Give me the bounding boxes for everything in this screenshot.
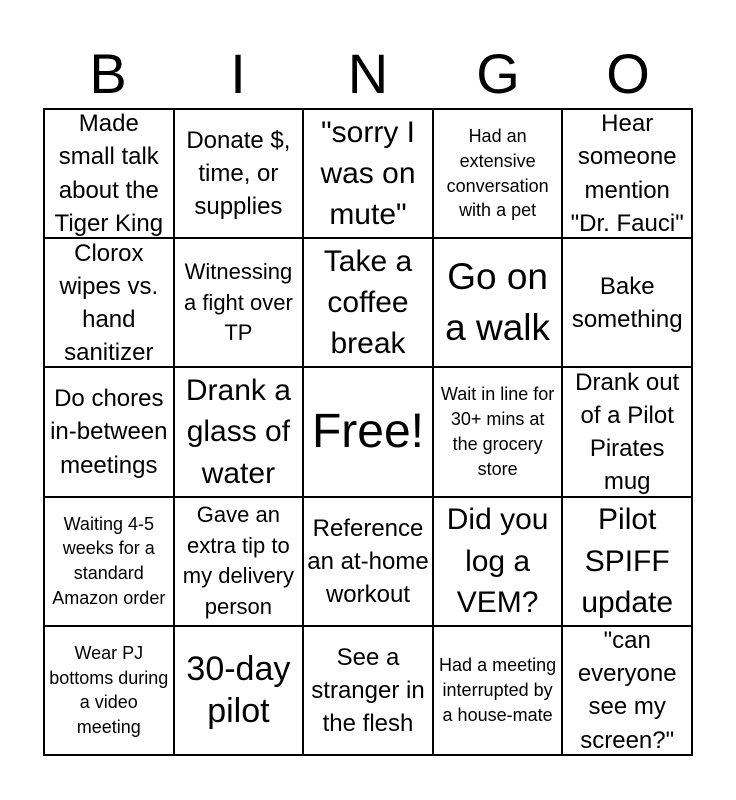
free-text: Free! xyxy=(311,404,424,458)
cell-text: See a stranger in the flesh xyxy=(311,643,425,737)
bingo-cell[interactable] xyxy=(563,498,693,627)
bingo-cell[interactable] xyxy=(434,110,564,239)
bingo-header xyxy=(43,40,693,108)
cell-text: Hear someone mention "Dr. Fauci" xyxy=(570,110,684,237)
bingo-cell[interactable] xyxy=(304,239,434,368)
bingo-cell[interactable] xyxy=(434,627,564,756)
bingo-cell[interactable] xyxy=(45,239,175,368)
header-letter-i: I xyxy=(230,42,246,105)
cell-text: Wear PJ bottoms during a video meeting xyxy=(49,642,169,738)
bingo-cell[interactable] xyxy=(45,627,175,756)
bingo-cell[interactable] xyxy=(175,110,305,239)
bingo-cell[interactable] xyxy=(434,498,564,627)
bingo-cell[interactable] xyxy=(563,239,693,368)
cell-text: Pilot SPIFF update xyxy=(581,503,674,619)
cell-text: Drank out of a Pilot Pirates mug xyxy=(575,368,680,496)
bingo-cell[interactable] xyxy=(304,110,434,239)
bingo-cell[interactable] xyxy=(304,627,434,756)
bingo-cell[interactable] xyxy=(563,110,693,239)
bingo-cell[interactable] xyxy=(45,110,175,239)
cell-text: Bake something xyxy=(571,272,683,333)
cell-text: Clorox wipes vs. hand sanitizer xyxy=(59,239,159,366)
bingo-cell[interactable] xyxy=(175,627,305,756)
cell-text: Take a coffee break xyxy=(323,244,413,361)
cell-text: Go on a walk xyxy=(445,256,551,348)
bingo-cell[interactable] xyxy=(45,368,175,497)
cell-text: Witnessing a fight over TP xyxy=(183,259,293,345)
cell-text: "can everyone see my screen?" xyxy=(577,627,677,754)
bingo-cell[interactable] xyxy=(304,498,434,627)
cell-text: "sorry I was on mute" xyxy=(320,115,416,232)
cell-text: Made small talk about the Tiger King xyxy=(54,110,164,237)
header-letter-n: N xyxy=(347,42,389,105)
bingo-cell[interactable] xyxy=(175,368,305,497)
header-letter-b: B xyxy=(89,42,127,105)
cell-text: 30-day pilot xyxy=(186,649,291,731)
bingo-cell[interactable] xyxy=(434,368,564,497)
bingo-cell[interactable] xyxy=(563,368,693,497)
header-letter-o: O xyxy=(606,42,650,105)
bingo-board xyxy=(43,108,693,756)
cell-text: Did you log a VEM? xyxy=(446,503,549,619)
cell-text: Had a meeting interrupted by a house-mate xyxy=(439,655,557,725)
bingo-cell[interactable] xyxy=(175,498,305,627)
cell-text: Donate $, time, or supplies xyxy=(186,126,291,221)
bingo-cell[interactable] xyxy=(45,498,175,627)
bingo-cell[interactable] xyxy=(563,627,693,756)
free-space[interactable] xyxy=(304,368,434,497)
cell-text: Wait in line for 30+ mins at the grocery store xyxy=(440,384,555,479)
cell-text: Waiting 4-5 weeks for a standard Amazon order xyxy=(52,513,166,609)
cell-text: Drank a glass of water xyxy=(185,373,291,490)
cell-text: Do chores in-between meetings xyxy=(50,385,168,479)
cell-text: Reference an at-home workout xyxy=(307,514,429,608)
header-letter-g: G xyxy=(476,42,520,105)
bingo-cell[interactable] xyxy=(434,239,564,368)
bingo-cell[interactable] xyxy=(175,239,305,368)
cell-text: Had an extensive conversation with a pet xyxy=(446,125,549,221)
cell-text: Gave an extra tip to my delivery person xyxy=(182,502,295,619)
